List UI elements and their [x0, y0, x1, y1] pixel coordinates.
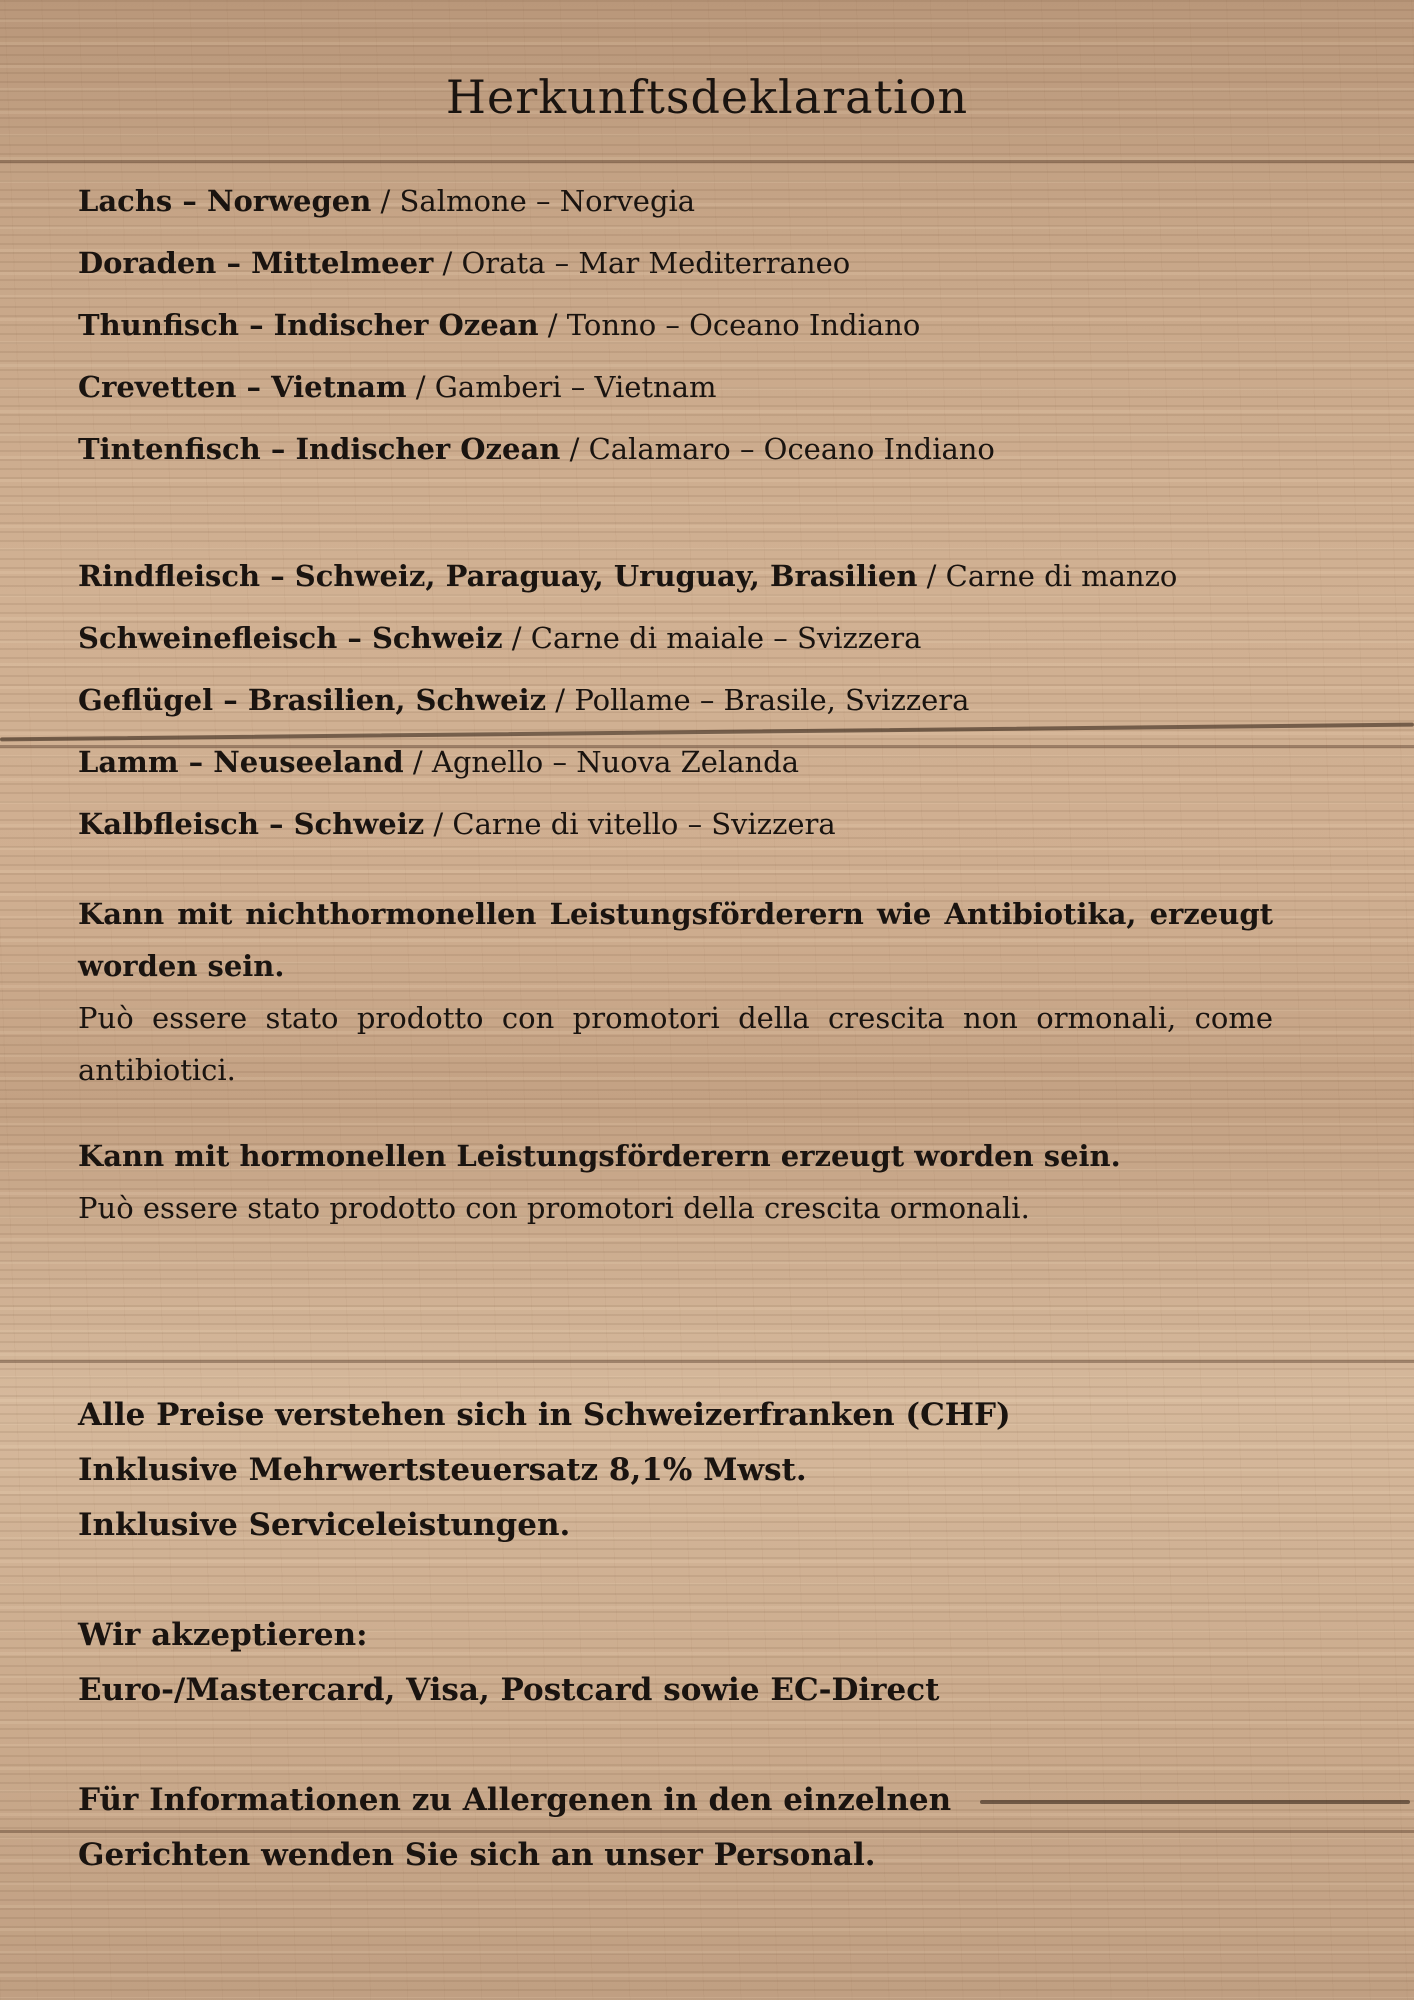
list-item — [78, 418, 1278, 480]
footer-info — [78, 1388, 1278, 1883]
item-de: Crevetten – Vietnam — [78, 370, 407, 404]
list-item — [78, 232, 1278, 294]
item-de: Tintenfisch – Indischer Ozean — [78, 432, 561, 466]
item-it: Salmone – Norvegia — [399, 184, 696, 218]
item-de: Rindfleisch – Schweiz, Paraguay, Uruguay, Brasilien — [78, 559, 918, 593]
accepted-cards: Euro-/Mastercard, Visa, Postcard sowie EC-Direct — [78, 1672, 940, 1708]
allergen-note-line-1: Für Informationen zu Allergenen in den einzelnen — [78, 1782, 952, 1818]
item-de: Lachs – Norwegen — [78, 184, 372, 218]
list-item — [78, 170, 1278, 232]
item-it: Carne di vitello – Svizzera — [452, 807, 836, 841]
note-it: Può essere stato prodotto con promotori della crescita ormonali. — [78, 1191, 1030, 1225]
list-item — [78, 545, 1278, 607]
allergen-note-line-2: Gerichten wenden Sie sich an unser Personal. — [78, 1837, 876, 1873]
separator: / — [560, 432, 589, 466]
separator: / — [424, 807, 453, 841]
vat-note: Inklusive Mehrwertsteuersatz 8,1% Mwst. — [78, 1452, 807, 1488]
item-de: Lamm – Neuseeland — [78, 745, 404, 779]
item-it: Carne di maiale – Svizzera — [530, 621, 922, 655]
note-non-hormonal — [78, 888, 1273, 1096]
wood-plank-seam — [0, 160, 1414, 163]
item-it: Orata – Mar Mediterraneo — [461, 246, 851, 280]
item-de: Doraden – Mittelmeer — [78, 246, 434, 280]
wood-plank-seam — [0, 1360, 1414, 1363]
note-de: Kann mit nichthormonellen Leistungsförderern wie Antibiotika, erzeugt worden sein. — [78, 897, 1273, 983]
list-item — [78, 356, 1278, 418]
item-it: Carne di manzo — [945, 559, 1178, 593]
fish-origin-list — [78, 170, 1278, 480]
note-de: Kann mit hormonellen Leistungsförderern erzeugt worden sein. — [78, 1139, 1121, 1173]
item-it: Tonno – Oceano Indiano — [566, 308, 921, 342]
list-item — [78, 294, 1278, 356]
note-it: Può essere stato prodotto con promotori della crescita non ormonali, come antibiotici. — [78, 1001, 1273, 1087]
item-it: Gamberi – Vietnam — [434, 370, 717, 404]
separator: / — [433, 246, 462, 280]
list-item — [78, 669, 1278, 731]
item-de: Schweinefleisch – Schweiz — [78, 621, 503, 655]
separator: / — [406, 370, 435, 404]
page-title: Herkunftsdeklaration — [445, 70, 969, 124]
list-item — [78, 793, 1278, 855]
list-item — [78, 731, 1278, 793]
separator: / — [546, 683, 575, 717]
item-de: Geflügel – Brasilien, Schweiz — [78, 683, 547, 717]
item-de: Kalbfleisch – Schweiz — [78, 807, 425, 841]
accept-heading: Wir akzeptieren: — [78, 1617, 368, 1653]
prices-note: Alle Preise verstehen sich in Schweizerfranken (CHF) — [78, 1397, 1011, 1433]
item-it: Pollame – Brasile, Svizzera — [574, 683, 970, 717]
note-hormonal — [78, 1130, 1273, 1234]
item-it: Agnello – Nuova Zelanda — [431, 745, 800, 779]
item-de: Thunfisch – Indischer Ozean — [78, 308, 539, 342]
separator: / — [917, 559, 946, 593]
separator: / — [538, 308, 567, 342]
list-item — [78, 607, 1278, 669]
separator: / — [502, 621, 531, 655]
separator: / — [403, 745, 432, 779]
service-note: Inklusive Serviceleistungen. — [78, 1507, 571, 1543]
separator: / — [371, 184, 400, 218]
meat-origin-list — [78, 545, 1278, 855]
item-it: Calamaro – Oceano Indiano — [588, 432, 995, 466]
